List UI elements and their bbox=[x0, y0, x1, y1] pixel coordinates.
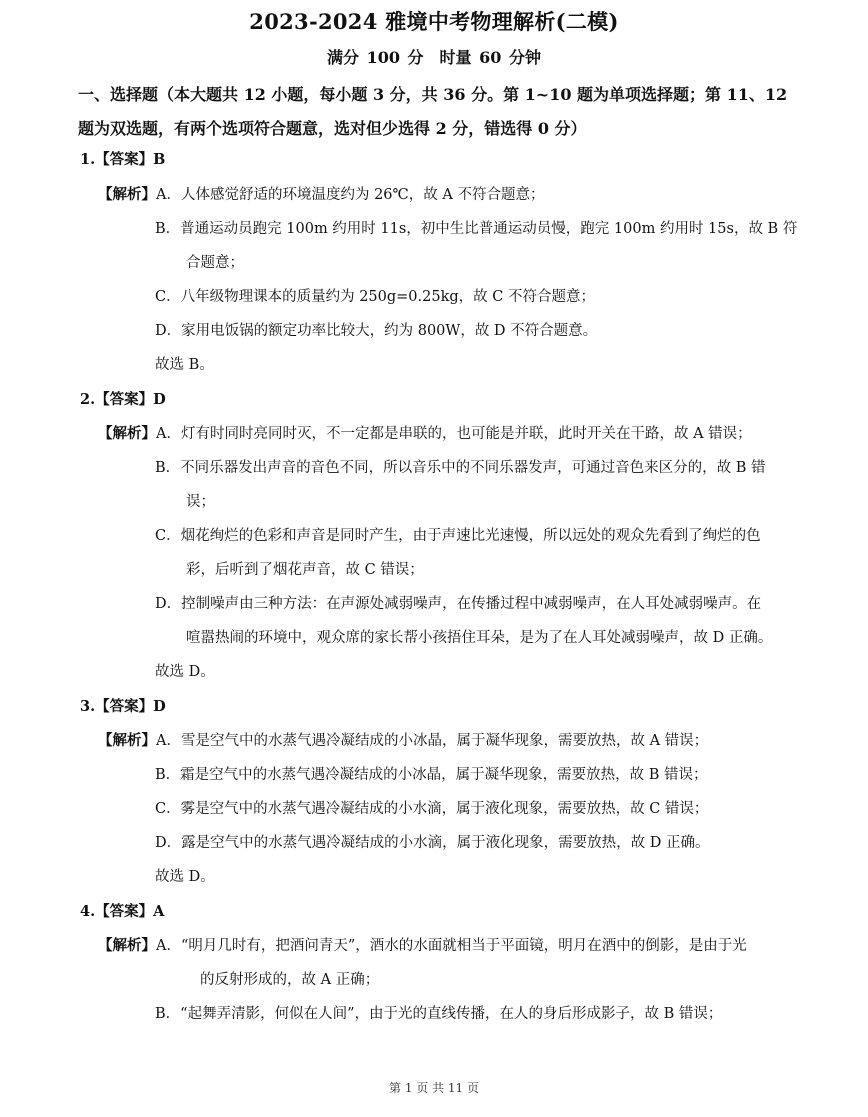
q2-analysis-a bbox=[98, 424, 868, 444]
q3-answer: 3.【答案】D bbox=[80, 698, 166, 715]
q2-option-b: B．不同乐器发出声音的音色不同，所以音乐中的不同乐器发声，可通过音色来区分的，故 B 错 bbox=[155, 460, 766, 476]
q2-option-a: A．灯有时同时亮同时灭，不一定都是串联的，也可能是并联，此时开关在干路，故 A 错误； bbox=[156, 426, 752, 442]
page-footer: 第 1 页 共 11 页 bbox=[389, 1081, 479, 1095]
page-subtitle: 满分 100 分 时量 60 分钟 bbox=[327, 48, 541, 67]
q1-analysis-a bbox=[98, 185, 868, 205]
q2-select: 故选 D。 bbox=[155, 664, 215, 680]
q4-answer: 4.【答案】A bbox=[80, 903, 165, 920]
q1-option-d: D．家用电饭锅的额定功率比较大，约为 800W，故 D 不符合题意。 bbox=[155, 323, 598, 339]
analysis-tag: 【解析】 bbox=[98, 732, 156, 749]
q2-option-d: D．控制噪声由三种方法：在声源处减弱噪声，在传播过程中减弱噪声，在人耳处减弱噪声。在 bbox=[155, 596, 762, 612]
q2-answer: 2.【答案】D bbox=[80, 391, 166, 408]
q3-option-d: D．露是空气中的水蒸气遇冷凝结成的小水滴，属于液化现象，需要放热，故 D 正确。 bbox=[155, 835, 710, 851]
q3-analysis-a bbox=[98, 731, 868, 751]
q4-analysis-a bbox=[98, 936, 868, 956]
q1-option-b-cont: 合题意； bbox=[186, 255, 244, 271]
page-title: 2023-2024 雅境中考物理解析(二模) bbox=[249, 9, 619, 34]
q4-option-b: B．“起舞弄清影，何似在人间”，由于光的直线传播，在人的身后形成影子，故 B 错误； bbox=[155, 1006, 723, 1022]
q3-option-a: A．雪是空气中的水蒸气遇冷凝结成的小冰晶，属于凝华现象，需要放热，故 A 错误； bbox=[156, 733, 709, 749]
section-heading: 一、选择题（本大题共 12 小题，每小题 3 分，共 36 分。第 1~10 题为单项选择题；第 11、12 题为双选题，有两个选项符合题意，选对但少选得 2 分，错选得 0 分） bbox=[78, 85, 788, 138]
q1-answer: 1.【答案】B bbox=[80, 151, 166, 168]
analysis-tag: 【解析】 bbox=[98, 186, 156, 203]
q3-option-b: B．霜是空气中的水蒸气遇冷凝结成的小冰晶，属于凝华现象，需要放热，故 B 错误； bbox=[155, 767, 708, 783]
q1-option-a: A．人体感觉舒适的环境温度约为 26℃，故 A 不符合题意； bbox=[156, 187, 545, 203]
q1-option-b: B．普通运动员跑完 100m 约用时 11s，初中生比普通运动员慢，跑完 100m 约用时 15s，故 B 符 bbox=[155, 221, 798, 237]
q4-option-a: A．“明月几时有，把酒问青天”，酒水的水面就相当于平面镜，明月在酒中的倒影，是由于光 bbox=[156, 938, 747, 954]
q2-option-d-cont: 喧嚣热闹的环境中，观众席的家长帮小孩捂住耳朵，是为了在人耳处减弱噪声，故 D 正确。 bbox=[186, 630, 773, 646]
q3-select: 故选 D。 bbox=[155, 869, 215, 885]
q2-option-b-cont: 误； bbox=[186, 494, 215, 510]
q3-option-c: C．雾是空气中的水蒸气遇冷凝结成的小水滴，属于液化现象，需要放热，故 C 错误； bbox=[155, 801, 709, 817]
q4-option-a-cont: 的反射形成的，故 A 正确； bbox=[200, 972, 380, 988]
analysis-tag: 【解析】 bbox=[98, 425, 156, 442]
q2-option-c-cont: 彩，后听到了烟花声音，故 C 错误； bbox=[186, 562, 424, 578]
q2-option-c: C．烟花绚烂的色彩和声音是同时产生，由于声速比光速慢，所以远处的观众先看到了绚烂的色 bbox=[155, 528, 761, 544]
analysis-tag: 【解析】 bbox=[98, 937, 156, 954]
q1-option-c: C．八年级物理课本的质量约为 250g=0.25kg，故 C 不符合题意； bbox=[155, 289, 595, 305]
q1-select: 故选 B。 bbox=[155, 357, 214, 373]
